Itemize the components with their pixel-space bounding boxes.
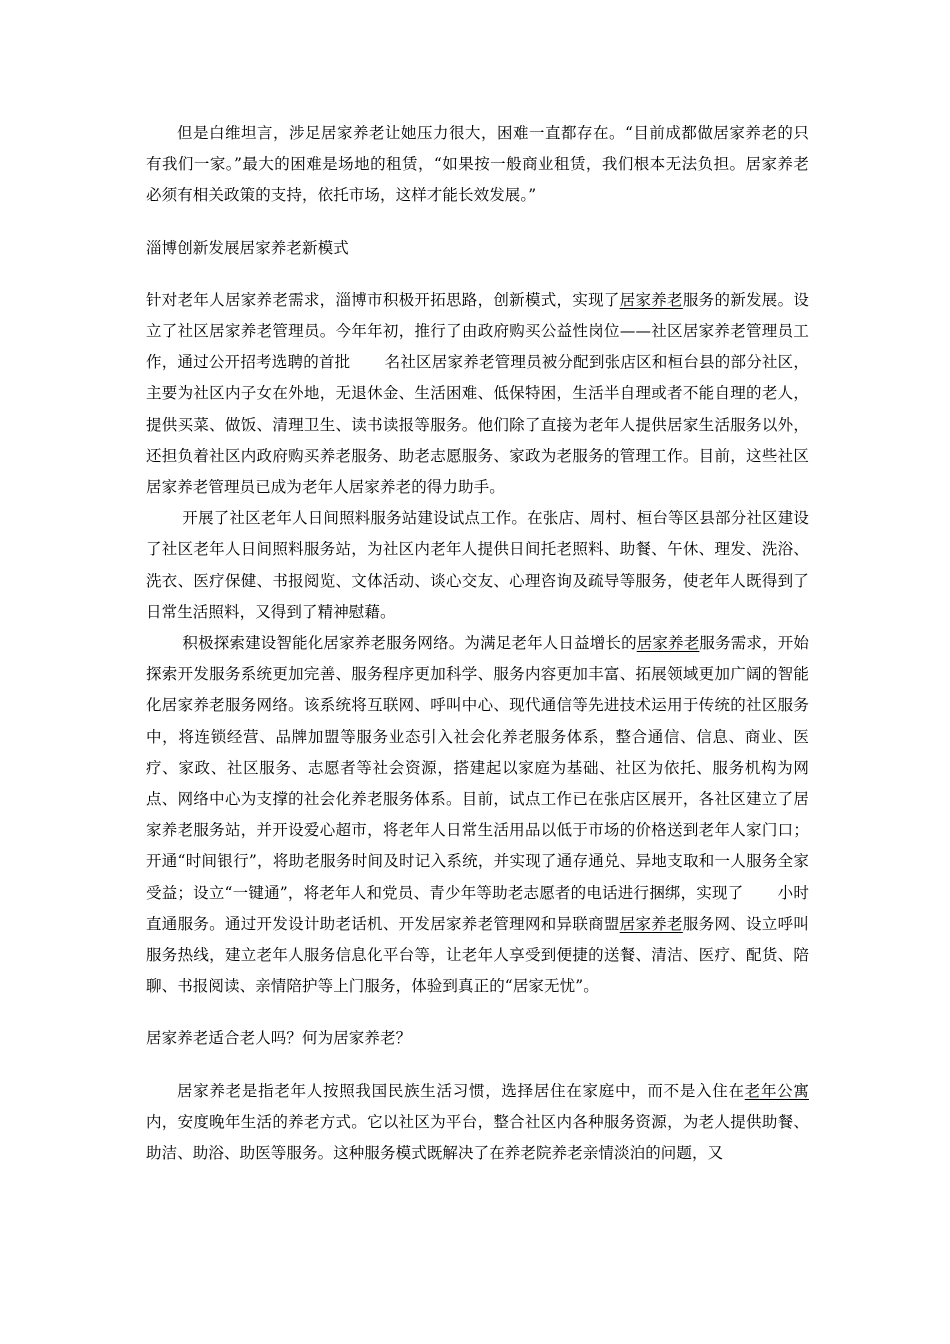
paragraph-text: 服务需求，开始探索开发服务系统更加完善、服务程序更加科学、服务内容更加丰富、拓展领域更加广阔的智能化居家养老服务网络。该系统将互联网、呼叫中心、现代通信等先进技术运用于传统的社区服务中，将连锁经营、品牌加盟等服务业态引入社会化养老服务体系，整合通信、信息、商业、医疗、家政、社区服务、志愿者等社会资源，搭建起以家庭为基础、社区为依托、服务机构为网点、网络中心为支撑的社会化养老服务体系。目前，试点工作已在张店区展开，各社区建立了居家养老服务站，并开设爱心超市，将老年人日常生活用品以低于市场的价格送到老年人家门口；开通“时间银行”，将助老服务时间及时记入系统，并实现了通存通兑、异地支取和一人服务全家受益；设立“一键通”，将老年人和党员、青少年等助老志愿者的电话进行捆绑，实现了 [146,634,810,902]
paragraph-text: 居家养老是指老年人按照我国民族生活习惯，选择居住在家庭中，而不是入住在 [177,1081,745,1100]
paragraph-text: 积极探索建设智能化居家养老服务网络。为满足老年人日益增长的 [182,634,637,653]
paragraph-text: 小时直通服务。通过开发设计助老话机、开发居家养老管理网和异联商盟 [146,883,809,933]
section-heading-what-is: 居家养老适合老人吗？何为居家养老？ [146,1029,412,1048]
link-home-care[interactable]: 居家养老 [619,290,683,309]
paragraph-difficulties [146,118,809,212]
paragraph-smart-network [146,628,809,1002]
paragraph-day-care [146,503,809,628]
link-home-care[interactable]: 居家养老 [619,914,683,933]
paragraph-text: 服务网、设立呼叫服务热线，建立老年人服务信息化平台等，让老年人享受到便捷的送餐、清洁、医疗、配货、陪聊、书报阅读、亲情陪护等上门服务，体验到真正的“居家无忧”。 [146,914,809,996]
paragraph-text: 但是白维坦言，涉足居家养老让她压力很大，困难一直都存在。“目前成都做居家养老的只有我们一家。”最大的困难是场地的租赁，“如果按一般商业租赁，我们根本无法负担。居家养老必须有相关政策的支持，依托市场，这样才能长效发展。” [146,124,809,205]
link-home-care[interactable]: 居家养老 [636,634,700,653]
paragraph-definition [146,1076,809,1170]
document-page [146,118,809,1169]
section-heading-zibo: 淄博创新发展居家养老新模式 [146,238,349,257]
paragraph-text: 名社区居家养老管理员被分配到张店区和桓台县的部分社区，主要为社区内子女在外地，无退休金、生活困难、低保特困，生活半自理或者不能自理的老人，提供买菜、做饭、清理卫生、读书读报等服务。他们除了直接为老年人提供居家生活服务以外，还担负着社区内政府购买养老服务、助老志愿服务、家政为老服务的管理工作。目前，这些社区居家养老管理员已成为老年人居家养老的得力助手。 [146,353,809,497]
paragraph-text: 内，安度晚年生活的养老方式。它以社区为平台，整合社区内各种服务资源，为老人提供助餐、助洁、助浴、助医等服务。这种服务模式既解决了在养老院养老亲情淡泊的问题，又 [146,1112,809,1163]
link-senior-apartment[interactable]: 老年公寓 [744,1081,809,1100]
paragraph-text: 服务的新发展。设立了社区居家养老管理员。今年年初，推行了由政府购买公益性岗位——社区居家养老管理员工作，通过公开招考选聘的首批 [146,290,809,372]
paragraph-text: 针对老年人居家养老需求，淄博市积极开拓思路，创新模式，实现了 [146,290,620,309]
paragraph-text: 开展了社区老年人日间照料服务站建设试点工作。在张店、周村、桓台等区县部分社区建设了社区老年人日间照料服务站，为社区内老年人提供日间托老照料、助餐、午休、理发、洗浴、洗衣、医疗保健、书报阅览、文体活动、谈心交友、心理咨询及疏导等服务，使老年人既得到了日常生活照料，又得到了精神慰藉。 [146,509,809,621]
paragraph-zibo-managers [146,285,809,503]
